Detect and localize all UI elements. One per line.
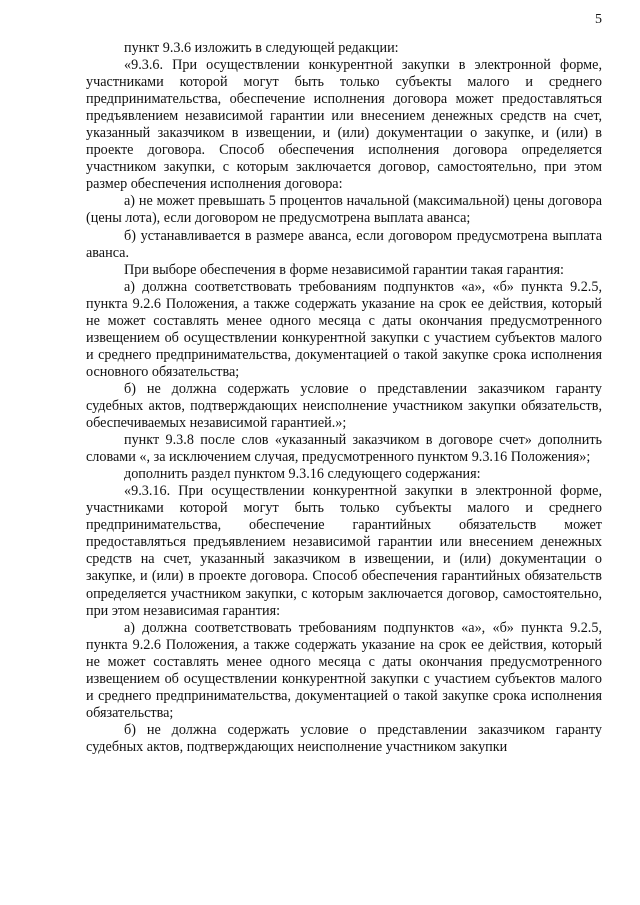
paragraph: пункт 9.3.8 после слов «указанный заказчиком в договоре счет» дополнить словами «, за исключением случая, предусмотренного пунктом 9.3.16 Положения»; bbox=[86, 432, 602, 466]
paragraph: При выборе обеспечения в форме независимой гарантии такая гарантия: bbox=[124, 261, 564, 278]
paragraph: б) не должна содержать условие о представлении заказчиком гаранту судебных актов, подтверждающих неисполнение участником закупки bbox=[86, 721, 602, 755]
paragraph: «9.3.16. При осуществлении конкурентной закупки в электронной форме, участниками которой могут быть только субъекты малого и среднего предпринимательства, обеспечение гарантийных обязательств может предоставляться предъявлением независимой гарантии или внесением денежных средств на счет, указанный заказчиком в извещении, и (или) документации о закупке, и (или) в проекте договора. Способ обеспечения гарантийных обязательств определяется участником закупки, с которым заключается договор, самостоятельно, при этом независимая гарантия: bbox=[86, 483, 602, 619]
paragraph: а) не может превышать 5 процентов начальной (максимальной) цены договора (цены лота), если договором не предусмотрена выплата аванса; bbox=[86, 193, 602, 227]
paragraph: б) не должна содержать условие о представлении заказчиком гаранту судебных актов, подтверждающих неисполнение участником закупки обязательств, обеспечиваемых независимой гарантией.»; bbox=[86, 380, 602, 432]
paragraph: дополнить раздел пунктом 9.3.16 следующего содержания: bbox=[124, 466, 481, 483]
paragraph: б) устанавливается в размере аванса, если договором предусмотрена выплата аванса. bbox=[86, 227, 602, 261]
document-body bbox=[86, 40, 602, 756]
paragraph: «9.3.6. При осуществлении конкурентной закупки в электронной форме, участниками которой могут быть только субъекты малого и среднего предпринимательства, обеспечение исполнения договора может предоставляться предъявлением независимой гарантии или внесением денежных средств на счет, указанный заказчиком в извещении, и (или) документации о закупке, и (или) в проекте договора. Способ обеспечения исполнения договора определяется участником закупки, с которым заключается договор, самостоятельно, при этом размер обеспечения исполнения договора: bbox=[86, 57, 602, 193]
paragraph: а) должна соответствовать требованиям подпунктов «а», «б» пункта 9.2.5, пункта 9.2.6 Положения, а также содержать указание на срок ее действия, который не может составлять менее одного месяца с даты окончания предусмотренного извещением об осуществлении конкурентной закупки с участием субъектов малого и среднего предпринимательства, документацией о такой закупке срока исполнения обязательства; bbox=[86, 619, 602, 721]
paragraph: пункт 9.3.6 изложить в следующей редакции: bbox=[124, 40, 399, 56]
page-number: 5 bbox=[595, 12, 602, 27]
paragraph: а) должна соответствовать требованиям подпунктов «а», «б» пункта 9.2.5, пункта 9.2.6 Положения, а также содержать указание на срок ее действия, который не может составлять менее одного месяца с даты окончания предусмотренного извещением об осуществлении конкурентной закупки с участием субъектов малого и среднего предпринимательства, документацией о такой закупке срока исполнения основного обязательства; bbox=[86, 278, 602, 380]
